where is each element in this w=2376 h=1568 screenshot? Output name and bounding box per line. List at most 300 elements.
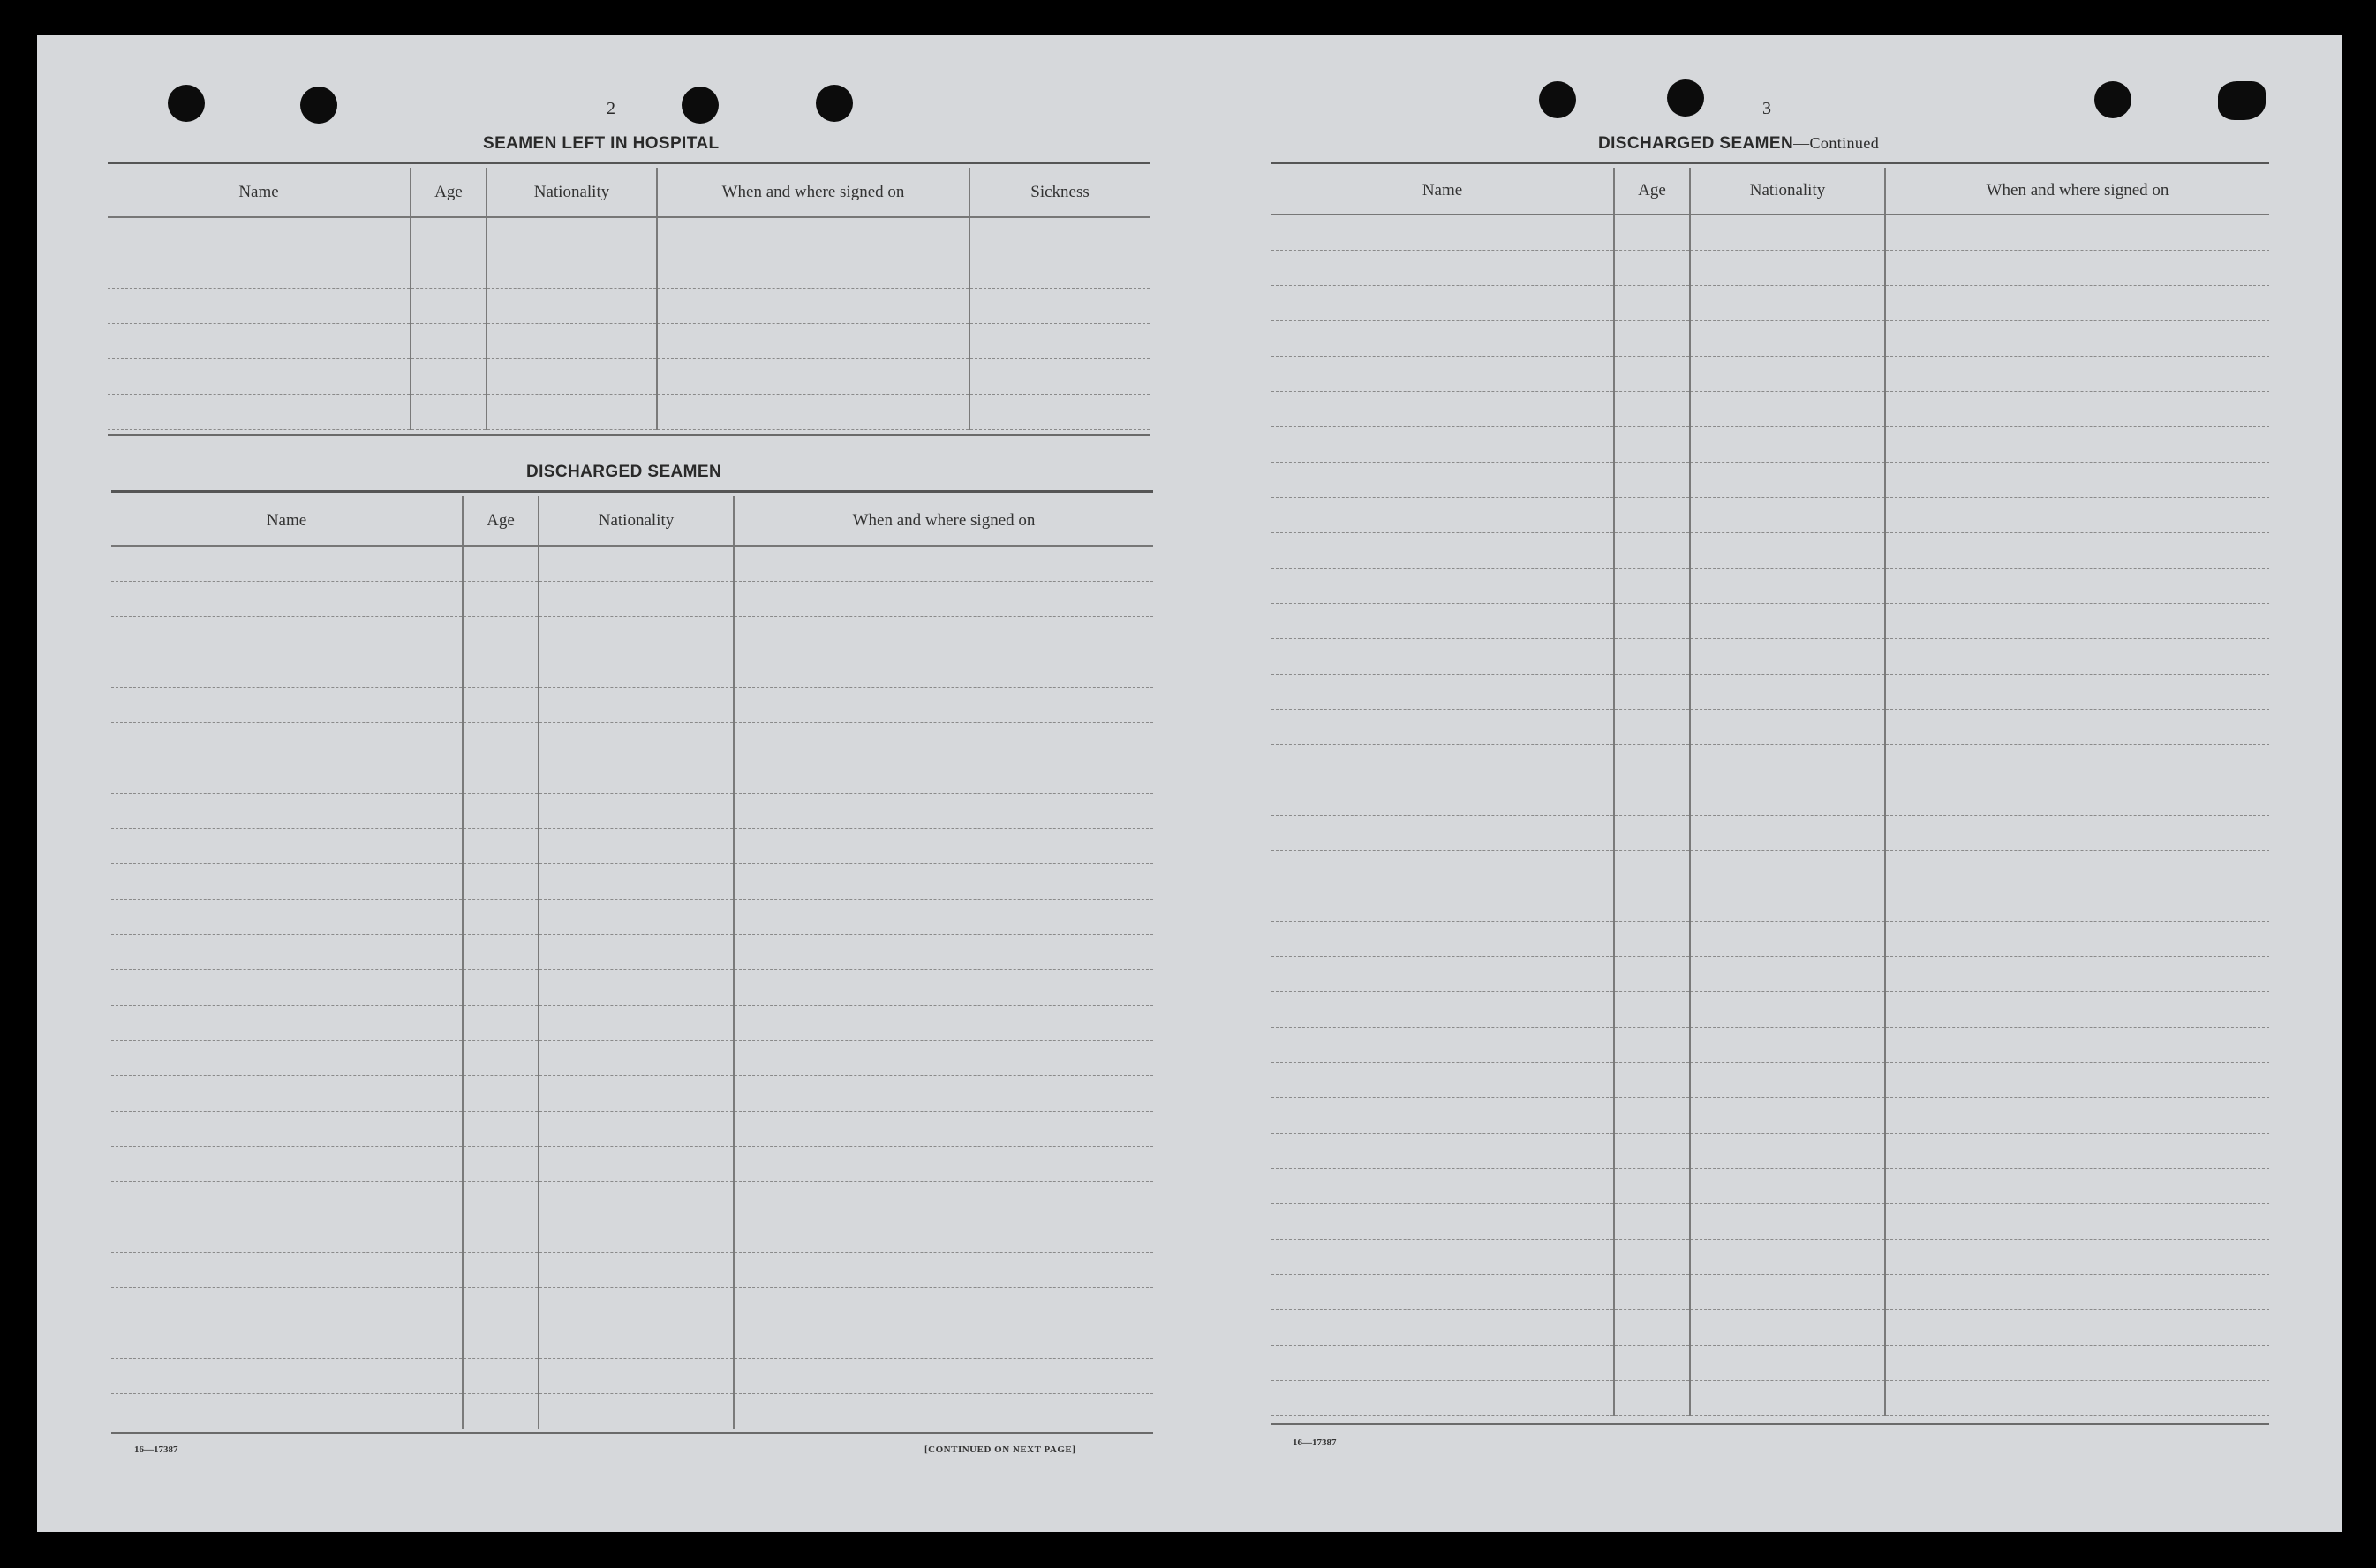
blank-cell xyxy=(111,828,463,863)
table-row xyxy=(111,1005,1153,1040)
table-row xyxy=(1271,497,2269,532)
blank-cell xyxy=(1885,744,2269,780)
table-row xyxy=(1271,921,2269,956)
table-row xyxy=(111,1111,1153,1146)
blank-cell xyxy=(539,899,734,934)
table-row xyxy=(108,323,1150,358)
blank-cell xyxy=(1271,1168,1614,1203)
blank-cell xyxy=(111,1358,463,1393)
table-row xyxy=(111,1287,1153,1323)
blank-cell xyxy=(1885,638,2269,674)
punch-hole-icon xyxy=(300,87,337,124)
blank-cell xyxy=(734,1287,1153,1323)
blank-cell xyxy=(734,1252,1153,1287)
blank-cell xyxy=(1614,1309,1690,1345)
table-row xyxy=(1271,709,2269,744)
blank-cell xyxy=(1690,1133,1885,1168)
column-header-name: Name xyxy=(111,496,463,546)
punch-hole-icon xyxy=(168,85,205,122)
discharged-continued-table xyxy=(1271,168,2269,1416)
blank-cell xyxy=(1271,603,1614,638)
page-number: 2 xyxy=(607,99,615,118)
punch-hole-icon xyxy=(2094,81,2131,118)
blank-cell xyxy=(463,828,539,863)
blank-cell xyxy=(1614,1097,1690,1133)
blank-cell xyxy=(539,793,734,828)
blank-cell xyxy=(1271,426,1614,462)
form-number: 16—17387 xyxy=(1293,1437,1337,1448)
table-row xyxy=(1271,1133,2269,1168)
blank-cell xyxy=(1690,603,1885,638)
table-row xyxy=(1271,991,2269,1027)
blank-cell xyxy=(734,1393,1153,1429)
blank-cell xyxy=(1614,215,1690,250)
table-row xyxy=(1271,250,2269,285)
blank-cell xyxy=(734,581,1153,616)
table-row xyxy=(111,969,1153,1005)
column-header-nationality: Nationality xyxy=(1690,168,1885,215)
blank-cell xyxy=(463,758,539,793)
blank-cell xyxy=(463,1040,539,1075)
blank-cell xyxy=(734,1323,1153,1358)
blank-cell xyxy=(1614,1027,1690,1062)
blank-cell xyxy=(1690,1027,1885,1062)
blank-cell xyxy=(463,1358,539,1393)
table-row xyxy=(111,934,1153,969)
blank-cell xyxy=(1690,1274,1885,1309)
blank-cell xyxy=(1271,568,1614,603)
table-row xyxy=(1271,638,2269,674)
blank-cell xyxy=(1614,638,1690,674)
blank-cell xyxy=(411,323,487,358)
blank-cell xyxy=(1614,1380,1690,1415)
table-row xyxy=(111,652,1153,687)
blank-cell xyxy=(1690,215,1885,250)
blank-cell xyxy=(1690,320,1885,356)
blank-cell xyxy=(1271,532,1614,568)
blank-cell xyxy=(1690,709,1885,744)
blank-cell xyxy=(1614,1133,1690,1168)
blank-cell xyxy=(1885,850,2269,886)
blank-cell xyxy=(1614,1168,1690,1203)
blank-cell xyxy=(111,1111,463,1146)
blank-cell xyxy=(1690,497,1885,532)
blank-cell xyxy=(539,722,734,758)
blank-cell xyxy=(1614,921,1690,956)
blank-cell xyxy=(1885,780,2269,815)
blank-cell xyxy=(539,652,734,687)
blank-cell xyxy=(1690,426,1885,462)
blank-cell xyxy=(1614,285,1690,320)
blank-cell xyxy=(734,1075,1153,1111)
table-row xyxy=(111,863,1153,899)
blank-cell xyxy=(111,899,463,934)
blank-cell xyxy=(463,722,539,758)
blank-cell xyxy=(734,793,1153,828)
blank-cell xyxy=(1690,744,1885,780)
blank-cell xyxy=(1885,320,2269,356)
blank-cell xyxy=(1885,815,2269,850)
blank-cell xyxy=(463,687,539,722)
table-row xyxy=(108,217,1150,253)
blank-cell xyxy=(1271,1203,1614,1239)
table-row xyxy=(1271,744,2269,780)
table-row xyxy=(1271,674,2269,709)
blank-cell xyxy=(1271,1345,1614,1380)
blank-cell xyxy=(1885,1062,2269,1097)
blank-cell xyxy=(463,899,539,934)
table-row xyxy=(111,1146,1153,1181)
blank-cell xyxy=(1271,497,1614,532)
punch-hole-icon xyxy=(816,85,853,122)
blank-cell xyxy=(111,1323,463,1358)
blank-cell xyxy=(1271,1380,1614,1415)
page-number: 3 xyxy=(1762,99,1771,118)
blank-cell xyxy=(539,581,734,616)
blank-cell xyxy=(1271,1133,1614,1168)
blank-cell xyxy=(111,1181,463,1217)
blank-cell xyxy=(1271,850,1614,886)
blank-cell xyxy=(1690,1345,1885,1380)
blank-cell xyxy=(1885,356,2269,391)
blank-cell xyxy=(463,1287,539,1323)
table-row xyxy=(1271,391,2269,426)
blank-cell xyxy=(108,217,411,253)
blank-cell xyxy=(539,1217,734,1252)
blank-cell xyxy=(411,358,487,394)
blank-cell xyxy=(539,1252,734,1287)
column-header-name: Name xyxy=(1271,168,1614,215)
blank-cell xyxy=(734,1217,1153,1252)
blank-cell xyxy=(1690,568,1885,603)
blank-cell xyxy=(108,288,411,323)
table-row xyxy=(1271,956,2269,991)
blank-cell xyxy=(487,253,657,288)
blank-cell xyxy=(1271,709,1614,744)
blank-cell xyxy=(1885,215,2269,250)
blank-cell xyxy=(1690,815,1885,850)
blank-cell xyxy=(1614,1239,1690,1274)
blank-cell xyxy=(1614,603,1690,638)
discharged-bottom-rule xyxy=(111,1432,1153,1434)
table-row xyxy=(111,581,1153,616)
blank-cell xyxy=(734,828,1153,863)
blank-cell xyxy=(1271,886,1614,921)
blank-cell xyxy=(111,1393,463,1429)
blank-cell xyxy=(969,217,1150,253)
blank-cell xyxy=(539,828,734,863)
table-row xyxy=(1271,1345,2269,1380)
blank-cell xyxy=(1271,921,1614,956)
blank-cell xyxy=(657,217,969,253)
blank-cell xyxy=(1885,1239,2269,1274)
hospital-bottom-rule xyxy=(108,434,1150,436)
blank-cell xyxy=(969,288,1150,323)
table-row xyxy=(111,1323,1153,1358)
table-row xyxy=(1271,850,2269,886)
blank-cell xyxy=(539,1040,734,1075)
blank-cell xyxy=(487,288,657,323)
blank-cell xyxy=(1614,780,1690,815)
blank-cell xyxy=(1690,532,1885,568)
blank-cell xyxy=(111,1146,463,1181)
blank-cell xyxy=(1690,780,1885,815)
table-row xyxy=(1271,285,2269,320)
blank-cell xyxy=(969,394,1150,429)
blank-cell xyxy=(1885,250,2269,285)
blank-cell xyxy=(1885,391,2269,426)
blank-cell xyxy=(1614,1203,1690,1239)
blank-cell xyxy=(539,934,734,969)
blank-cell xyxy=(463,616,539,652)
blank-cell xyxy=(108,323,411,358)
table-row xyxy=(1271,532,2269,568)
blank-cell xyxy=(463,1252,539,1287)
blank-cell xyxy=(463,581,539,616)
blank-cell xyxy=(1690,356,1885,391)
blank-cell xyxy=(1885,991,2269,1027)
table-row xyxy=(111,1393,1153,1429)
left-page xyxy=(37,35,1211,1532)
blank-cell xyxy=(411,217,487,253)
blank-cell xyxy=(539,1146,734,1181)
blank-cell xyxy=(1614,532,1690,568)
blank-cell xyxy=(111,1287,463,1323)
blank-cell xyxy=(1885,497,2269,532)
blank-cell xyxy=(111,1252,463,1287)
table-row xyxy=(1271,1274,2269,1309)
blank-cell xyxy=(1271,250,1614,285)
blank-cell xyxy=(657,288,969,323)
document-sheet xyxy=(37,35,2342,1532)
table-row xyxy=(111,899,1153,934)
column-header-name: Name xyxy=(108,168,411,217)
blank-cell xyxy=(1271,215,1614,250)
blank-cell xyxy=(1271,815,1614,850)
table-row xyxy=(108,288,1150,323)
blank-cell xyxy=(1614,568,1690,603)
blank-cell xyxy=(111,1040,463,1075)
blank-cell xyxy=(1885,1203,2269,1239)
blank-cell xyxy=(1885,285,2269,320)
blank-cell xyxy=(1271,1062,1614,1097)
blank-cell xyxy=(1614,497,1690,532)
blank-cell xyxy=(1885,1097,2269,1133)
blank-cell xyxy=(1614,250,1690,285)
blank-cell xyxy=(734,1111,1153,1146)
blank-cell xyxy=(463,793,539,828)
section-title-text: DISCHARGED SEAMEN xyxy=(1598,134,1794,153)
blank-cell xyxy=(463,546,539,581)
punch-hole-icon xyxy=(2218,81,2266,120)
blank-cell xyxy=(734,1181,1153,1217)
blank-cell xyxy=(1271,991,1614,1027)
blank-cell xyxy=(1271,1097,1614,1133)
blank-cell xyxy=(734,687,1153,722)
blank-cell xyxy=(411,394,487,429)
blank-cell xyxy=(1271,320,1614,356)
blank-cell xyxy=(411,253,487,288)
table-row xyxy=(111,1075,1153,1111)
continued-bottom-rule xyxy=(1271,1423,2269,1425)
blank-cell xyxy=(1271,391,1614,426)
table-row xyxy=(111,828,1153,863)
table-row xyxy=(1271,886,2269,921)
table-row xyxy=(111,616,1153,652)
blank-cell xyxy=(1885,568,2269,603)
blank-cell xyxy=(734,969,1153,1005)
blank-cell xyxy=(1690,991,1885,1027)
blank-cell xyxy=(1690,391,1885,426)
blank-cell xyxy=(1885,426,2269,462)
blank-cell xyxy=(1271,674,1614,709)
blank-cell xyxy=(108,358,411,394)
blank-cell xyxy=(1271,1274,1614,1309)
blank-cell xyxy=(463,1075,539,1111)
blank-cell xyxy=(539,687,734,722)
table-row xyxy=(111,793,1153,828)
table-row xyxy=(111,1181,1153,1217)
blank-cell xyxy=(111,969,463,1005)
hospital-table xyxy=(108,168,1150,430)
blank-cell xyxy=(1614,850,1690,886)
blank-cell xyxy=(111,793,463,828)
table-row xyxy=(111,758,1153,793)
blank-cell xyxy=(1885,532,2269,568)
blank-cell xyxy=(1690,1309,1885,1345)
blank-cell xyxy=(111,1075,463,1111)
blank-cell xyxy=(1690,1380,1885,1415)
table-row xyxy=(1271,815,2269,850)
blank-cell xyxy=(111,546,463,581)
blank-cell xyxy=(111,687,463,722)
blank-cell xyxy=(1690,638,1885,674)
discharged-continued-title xyxy=(1598,134,1879,154)
blank-cell xyxy=(539,1323,734,1358)
form-number: 16—17387 xyxy=(134,1444,178,1455)
blank-cell xyxy=(463,652,539,687)
blank-cell xyxy=(1614,815,1690,850)
table-row xyxy=(1271,1027,2269,1062)
table-row xyxy=(1271,215,2269,250)
table-row xyxy=(111,687,1153,722)
blank-cell xyxy=(111,652,463,687)
blank-cell xyxy=(657,394,969,429)
table-row xyxy=(111,546,1153,581)
blank-cell xyxy=(1614,426,1690,462)
blank-cell xyxy=(463,969,539,1005)
column-header-signed-on: When and where signed on xyxy=(734,496,1153,546)
blank-cell xyxy=(1614,1062,1690,1097)
column-header-signed-on: When and where signed on xyxy=(657,168,969,217)
table-row xyxy=(1271,1309,2269,1345)
blank-cell xyxy=(1271,462,1614,497)
column-header-sickness: Sickness xyxy=(969,168,1150,217)
blank-cell xyxy=(487,217,657,253)
blank-cell xyxy=(539,1287,734,1323)
blank-cell xyxy=(734,1358,1153,1393)
blank-cell xyxy=(463,1181,539,1217)
blank-cell xyxy=(108,253,411,288)
blank-cell xyxy=(111,1005,463,1040)
blank-cell xyxy=(1614,674,1690,709)
blank-cell xyxy=(111,863,463,899)
discharged-top-rule xyxy=(111,490,1153,493)
blank-cell xyxy=(463,1323,539,1358)
punch-hole-icon xyxy=(682,87,719,124)
blank-cell xyxy=(411,288,487,323)
blank-cell xyxy=(1885,1380,2269,1415)
blank-cell xyxy=(539,616,734,652)
blank-cell xyxy=(1271,744,1614,780)
hospital-top-rule xyxy=(108,162,1150,164)
blank-cell xyxy=(1885,1168,2269,1203)
blank-cell xyxy=(1614,462,1690,497)
blank-cell xyxy=(734,934,1153,969)
table-row xyxy=(111,1252,1153,1287)
hospital-section-title: SEAMEN LEFT IN HOSPITAL xyxy=(483,134,720,153)
blank-cell xyxy=(111,1217,463,1252)
column-header-signed-on: When and where signed on xyxy=(1885,168,2269,215)
punch-hole-icon xyxy=(1539,81,1576,118)
blank-cell xyxy=(1614,956,1690,991)
blank-cell xyxy=(463,1005,539,1040)
punch-hole-icon xyxy=(1667,79,1704,117)
blank-cell xyxy=(111,616,463,652)
blank-cell xyxy=(1885,462,2269,497)
blank-cell xyxy=(1690,462,1885,497)
table-row xyxy=(111,1040,1153,1075)
blank-cell xyxy=(487,358,657,394)
blank-cell xyxy=(1690,921,1885,956)
table-row xyxy=(111,722,1153,758)
table-row xyxy=(1271,320,2269,356)
blank-cell xyxy=(539,758,734,793)
blank-cell xyxy=(1690,1097,1885,1133)
blank-cell xyxy=(1885,1133,2269,1168)
blank-cell xyxy=(539,1111,734,1146)
table-row xyxy=(1271,568,2269,603)
blank-cell xyxy=(111,934,463,969)
blank-cell xyxy=(734,758,1153,793)
continued-note: [CONTINUED ON NEXT PAGE] xyxy=(924,1444,1076,1455)
discharged-section-title: DISCHARGED SEAMEN xyxy=(526,463,722,481)
blank-cell xyxy=(734,616,1153,652)
blank-cell xyxy=(1614,391,1690,426)
blank-cell xyxy=(1614,744,1690,780)
blank-cell xyxy=(734,1040,1153,1075)
blank-cell xyxy=(1614,1274,1690,1309)
blank-cell xyxy=(1614,886,1690,921)
blank-cell xyxy=(463,1393,539,1429)
blank-cell xyxy=(111,581,463,616)
blank-cell xyxy=(734,1146,1153,1181)
blank-cell xyxy=(657,253,969,288)
blank-cell xyxy=(1690,1203,1885,1239)
blank-cell xyxy=(1690,285,1885,320)
column-header-nationality: Nationality xyxy=(487,168,657,217)
column-header-age: Age xyxy=(1614,168,1690,215)
blank-cell xyxy=(734,863,1153,899)
table-row xyxy=(111,1358,1153,1393)
blank-cell xyxy=(539,1393,734,1429)
blank-cell xyxy=(734,652,1153,687)
blank-cell xyxy=(1690,674,1885,709)
blank-cell xyxy=(111,722,463,758)
blank-cell xyxy=(1885,1274,2269,1309)
blank-cell xyxy=(969,323,1150,358)
continued-top-rule xyxy=(1271,162,2269,164)
